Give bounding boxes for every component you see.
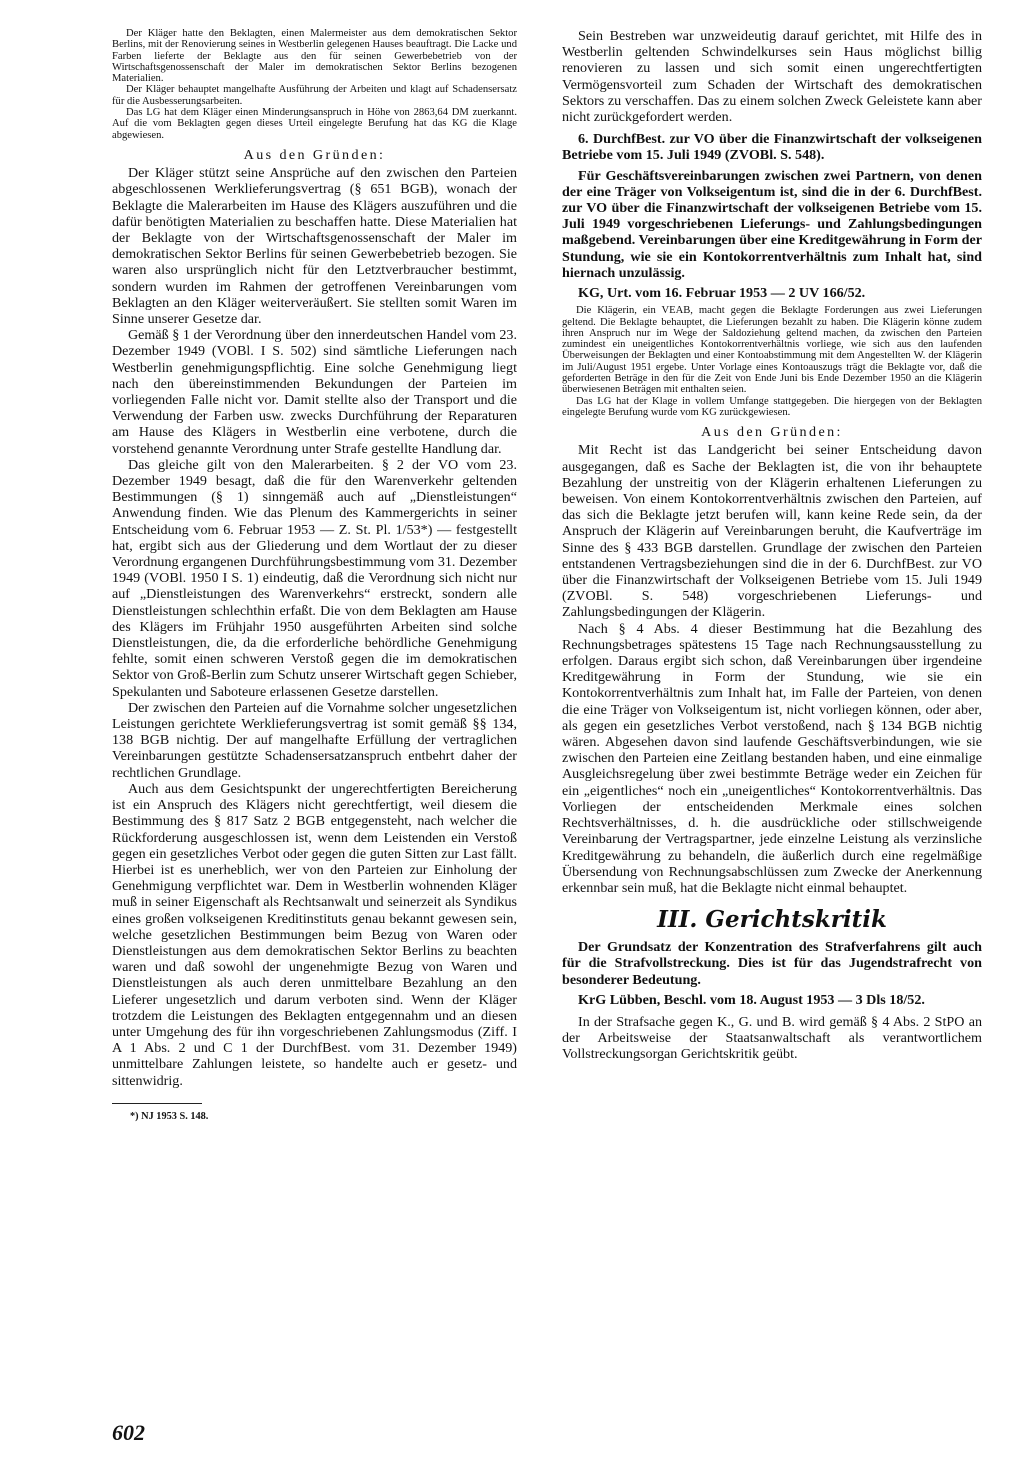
headnote: Für Geschäftsvereinbarungen zwischen zwei Partnern, von denen der eine Träger von Volkseigentum ist, sind die in der 6. DurchfBest. zur VO über die Finanzwirtschaft der volkseigenen Betriebe vom 15. Juli 1949 vorgeschriebenen Lieferungs- und Zahlungsbedingungen maßgebend. Vereinbarungen über eine Kreditgewährung in Form der Stundung, wie sie ein Kontokorrentverhältnis zum Inhalt hat, sind hiernach unzulässig.	[562, 167, 982, 281]
paragraph: Mit Recht ist das Landgericht bei seiner Entscheidung davon ausgegangen, daß es Sache der Beklagten ist, die von ihr behauptete Bezahlung der unstreitig von der Klägerin erhaltenen Lieferungen zu beweisen. Von einem Kontokorrentverhältnis zwischen den Parteien, auf das sich die Beklagte jetzt berufen will, kann keine Rede sein, da der Anspruch der Klägerin auf Vereinbarungen beruht, die Kaufverträge im Sinne des § 433 BGB darstellen. Grundlage der zwischen den Parteien entstandenen Vertragsbeziehungen sind die in der 6. DurchfBest. zur VO über die Finanzwirtschaft der Volkseigenen Betriebe vom 15. Juli 1949 (ZVOBl. S. 548) vorgeschriebenen Lieferungs- und Zahlungsbedingungen der Klägerin.	[562, 442, 982, 621]
section-heading: Aus den Gründen:	[243, 146, 386, 163]
case-summary: Das LG hat der Klage in vollem Umfange stattgegeben. Die hiergegen von der Beklagten eingelegte Berufung wurde vom KG zurückgewiesen.	[562, 395, 982, 418]
headnote: Der Grundsatz der Konzentration des Strafverfahrens gilt auch für die Strafvollstreckung. Dies ist für das Jugendstrafrecht von besonderer Bedeutung.	[562, 939, 982, 988]
paragraph: Das gleiche gilt von den Malerarbeiten. § 2 der VO vom 23. Dezember 1949 besagt, daß die für den Warenverkehr geltenden Bestimmungen (§ 1) sinngemäß auch auf „Dienstleistungen“ Anwendung finden. Wie das Plenum des Kammergerichts in seiner Entscheidung vom 6. Februar 1953 — Z. St. Pl. 1/53*) — festgestellt hat, ergibt sich aus der Gliederung und dem Wortlaut der zu dieser Verordnung ergangenen Durchführungsbestimmung vom 31. Dezember 1949 (VOBl. 1950 I S. 1) eindeutig, daß die Verordnung sich nicht nur auf „Dienstleistungen des Warenverkehrs“ erstreckt, sondern alle Dienstleistungen schlechthin erfaßt. Die von dem Beklagten am Hause des Klägers im Frühjahr 1950 ausgeführten Arbeiten sind solche Dienstleistungen, die, da die erforderliche behördliche Genehmigung fehlte, somit einen schweren Verstoß gegen die im demokratischen Sektor von Groß-Berlin zum Schutz unserer Wirtschaft gegen Schieber, Spekulanten und Saboteure erlassenen Gesetze darstellen.	[112, 456, 517, 700]
case-title: 6. DurchfBest. zur VO über die Finanzwirtschaft der volkseigenen Betriebe vom 15. Juli 1949 (ZVOBl. S. 548).	[562, 131, 982, 164]
court-reference: KG, Urt. vom 16. Februar 1953 — 2 UV 166/52.	[578, 285, 866, 302]
section-heading: Aus den Gründen:	[701, 424, 843, 441]
paragraph: Gemäß § 1 der Verordnung über den innerdeutschen Handel vom 23. Dezember 1949 (VOBl. I S. 502) sind sämtliche Lieferungen nach Westberlin genehmigungspflichtig. Eine solche Genehmigung liegt nach den übereinstimmenden Bekundungen der Parteien im vorliegenden Falle nicht vor. Damit stellte also der Transport und die Verwendung der Farben usw. zwecks Durchführung der Reparaturen am Hause des Klägers in Westberlin eine verbotene, durch die vorstehend genannte Verordnung unter Strafe gestellte Handlung dar.	[112, 327, 517, 457]
section-title: III. Gerichtskritik	[657, 906, 887, 934]
page-number: 602	[112, 1420, 145, 1445]
paragraph: In der Strafsache gegen K., G. und B. wird gemäß § 4 Abs. 2 StPO an der Arbeitsweise der Staatsanwaltschaft als verantwortlichem Vollstreckungsorgan Gerichtskritik geübt.	[562, 1013, 982, 1063]
court-reference: KrG Lübben, Beschl. vom 18. August 1953 — 3 Dls 18/52.	[578, 991, 925, 1008]
footnote: *) NJ 1953 S. 148.	[130, 1110, 209, 1122]
paragraph: Der zwischen den Parteien auf die Vornahme solcher ungesetzlichen Leistungen gerichtete Werklieferungsvertrag ist somit gemäß §§ 134, 138 BGB nichtig. Der auf mangelhafte Erfüllung der vertraglichen Vereinbarungen gestützte Schadensersatzanspruch entbehrt daher der rechtlichen Grundlage.	[112, 699, 517, 781]
paragraph: Nach § 4 Abs. 4 dieser Bestimmung hat die Bezahlung des Rechnungsbetrages spätestens 15 Tage nach Rechnungsausstellung zu erfolgen. Daraus ergibt sich schon, daß Vereinbarungen über irgendeine Kreditgewährung in Form der Stundung, wie sie ein Kontokorrentverhältnis zum Inhalt hat, im Falle der Parteien, von denen die eine Träger von Volkseigentum ist, nicht vorliegen können, oder aber, als gegen ein gesetzliches Verbot verstoßend, nach § 134 BGB nichtig wären. Abgesehen davon sind laufende Geschäftsverbindungen, wie sie zwischen den Parteien eine Zeitlang bestanden haben, und eine einmalige Ausgleichsregelung über zwei bestimmte Beträge weder ein Zeichen für ein „eigentliches“ noch ein „uneigentliches“ Kontokorrentverhältnis. Das Vorliegen der entscheidenden Merkmale eines solchen Rechtsverhältnisses, d. h. die ausdrückliche oder stillschweigende Vereinbarung der Vertragspartner, jede einzelne Leistung als verzinsliche Kreditgewährung zu behandeln, die äußerlich durch eine regelmäßige Übersendung von Rechnungsabschlüssen zum Zwecke der Anerkennung erkennbar sein muß, hat die Beklagte nicht einmal behauptet.	[562, 620, 982, 896]
right-column	[562, 28, 982, 1063]
paragraph: Der Kläger stützt seine Ansprüche auf den zwischen den Parteien abgeschlossenen Werklieferungsvertrag (§ 651 BGB), wonach der Beklagte die Malerarbeiten im Hause des Klägers auszuführen und die dafür benötigten Materialien zu beschaffen hatte. Diese Materialien hat der Beklagte von der Wirtschaftsgenossenschaft der Maler im demokratischen Sektor Berlins für seinen Gewerbebetrieb bezogen. Sie waren also ursprünglich nicht für den Letztverbraucher bestimmt, sondern wurden im Rahmen der getroffenen Vereinbarungen vom Beklagten an den Kläger weiterveräußert. Sie stellten somit Waren im Sinne unserer Gesetze dar.	[112, 165, 517, 327]
paragraph: Auch aus dem Gesichtspunkt der ungerechtfertigten Bereicherung ist ein Anspruch des Klägers nicht gerechtfertigt, weil diesem die Bestimmung des § 817 Satz 2 BGB entgegensteht, nach welcher die Rückforderung ausgeschlossen ist, wenn dem Leistenden ein Verstoß gegen ein gesetzliches Verbot oder gegen die guten Sitten zur Last fällt. Hierbei ist es unerheblich, wer von den Parteien zur Einholung der Genehmigung verpflichtet war. Dem in Westberlin wohnenden Kläger muß in seiner Eigenschaft als Rechtsanwalt und seinerzeit als Syndikus eines großen volkseigenen Kreditinstituts genau bekannt gewesen sein, welche gesetzlichen Bestimmungen beim Bezug von Waren oder Dienstleistungen aus dem demokratischen Sektor Berlins zu beachten waren und daß sowohl der ungenehmigte Bezug von Waren und Dienstleistungen als auch deren unmittelbare Bezahlung an den Lieferer ungesetzlich und darum verboten sind. Wenn der Kläger trotzdem die Leistungen des Beklagten entgegennahm und an diesen unter Umgehung des für ihn vorgeschriebenen Zahlungsmodus (Ziff. I A 1 Abs. 2 und C 1 der DurchfBest. vom 31. Dezember 1949) unmittelbare Zahlungen leistete, so handelte auch er gesetz- und sittenwidrig.	[112, 780, 517, 1089]
case-summary: Der Kläger hatte den Beklagten, einen Malermeister aus dem demokratischen Sektor Berlins, mit der Renovierung seines in Westberlin gelegenen Hauses beauftragt. Die Lacke und Farben lieferte der Beklagte aus den für seinen Gewerbebetrieb von der Wirtschaftsgenossenschaft der Maler im demokratischen Sektor Berlins bezogenen Materialien.	[112, 28, 517, 85]
case-summary: Der Kläger behauptet mangelhafte Ausführung der Arbeiten und klagt auf Schadensersatz für die Ausbesserungsarbeiten.	[112, 84, 517, 107]
case-summary: Das LG hat dem Kläger einen Minderungsanspruch in Höhe von 2863,64 DM zuerkannt. Auf die vom Beklagten gegen dieses Urteil eingelegte Berufung hat das KG die Klage abgewiesen.	[112, 107, 517, 141]
paragraph: Sein Bestreben war unzweideutig darauf gerichtet, mit Hilfe des in Westberlin geltenden Schwindelkurses sein Haus möglichst billig renovieren zu lassen und sich somit einen ungerechtfertigten Vermögensvorteil zum Schaden der Wirtschaft des demokratischen Sektors zu verschaffen. Das zu einem solchen Zweck Geleistete kann aber nicht zurückgefordert werden.	[562, 28, 982, 126]
left-column	[112, 28, 517, 1123]
footnote-divider	[112, 1103, 202, 1104]
case-summary: Die Klägerin, ein VEAB, macht gegen die Beklagte Forderungen aus zwei Lieferungen geltend. Die Beklagte behauptet, die Lieferungen bezahlt zu haben. Die Klägerin könne zudem ihren Anspruch nur im Wege der Saldoziehung geltend machen, da zwischen den Parteien zumindest ein uneigentliches Kontokorrentverhältnis vorliege, wie sich aus den laufenden Überweisungen der Beklagten und einer Kontoabstimmung mit dem Angestellten W. der Klägerin im Juli/August 1951 ergebe. Unter Vorlage eines Kontoauszugs trägt die Beklagte vor, daß die geforderten Beträge in den für die Zeit von Ende Juni bis Ende Dezember 1950 an die Klägerin überwiesenen Beträgen mit enthalten seien.	[562, 305, 982, 396]
